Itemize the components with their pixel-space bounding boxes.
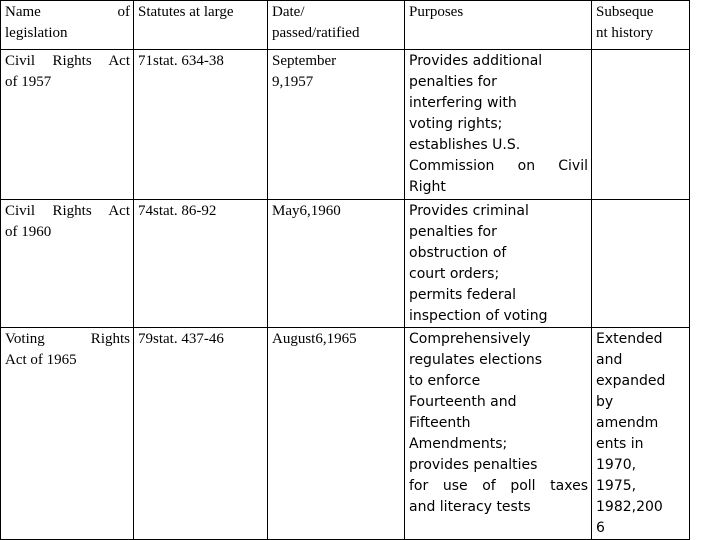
header-statutes xyxy=(134,1,268,50)
row-1-purposes xyxy=(405,50,592,200)
table-row xyxy=(1,50,690,200)
row-3-history-line-10: 6 xyxy=(596,520,605,536)
row-3-history xyxy=(592,328,690,540)
row-3-history-line-6: ents in xyxy=(596,436,644,452)
row-1-date-line-2: 9,1957 xyxy=(272,74,314,90)
row-1-purposes-line-4: voting rights; xyxy=(409,116,503,132)
row-3-history-line-8: 1975, xyxy=(596,478,637,494)
row-3-history-line-9: 1982,200 xyxy=(596,499,663,515)
row-2-statutes-text: 74stat. 86-92 xyxy=(138,203,217,219)
header-date-line-2: passed/ratified xyxy=(272,25,360,41)
row-3-date xyxy=(268,328,405,540)
header-purposes xyxy=(405,1,592,50)
row-2-name-line-2: of 1960 xyxy=(5,224,52,240)
row-3-purposes-line-2: regulates elections xyxy=(409,352,543,368)
row-1-purposes-line-6: Commission on Civil xyxy=(409,158,588,174)
row-2-date-line-1: May6,1960 xyxy=(272,203,341,219)
header-name xyxy=(1,1,134,50)
row-3-name xyxy=(1,328,134,540)
header-history-line-1: Subseque xyxy=(596,4,654,20)
row-3-name-line-2: Act of 1965 xyxy=(5,352,77,368)
row-1-date-line-1: September xyxy=(272,53,337,69)
header-statutes-text: Statutes at large xyxy=(138,4,234,20)
row-2-date xyxy=(268,200,405,328)
row-2-purposes-line-6: inspection of voting xyxy=(409,308,548,324)
header-date-line-1: Date/ xyxy=(272,4,305,20)
header-name-line-1: Name of xyxy=(5,4,130,20)
header-history-line-2: nt history xyxy=(596,25,654,41)
row-3-purposes-line-8: for use of poll taxes xyxy=(409,478,588,494)
row-2-purposes-line-3: obstruction of xyxy=(409,245,507,261)
row-1-purposes-line-5: establishes U.S. xyxy=(409,137,521,153)
row-3-purposes-line-5: Fifteenth xyxy=(409,415,471,431)
header-purposes-text: Purposes xyxy=(409,4,464,20)
row-3-purposes-line-4: Fourteenth and xyxy=(409,394,517,410)
row-3-purposes-line-3: to enforce xyxy=(409,373,481,389)
row-1-purposes-line-3: interfering with xyxy=(409,95,517,111)
row-3-history-line-5: amendm xyxy=(596,415,659,431)
row-3-purposes-line-9: and literacy tests xyxy=(409,499,531,515)
row-1-statutes-text: 71stat. 634-38 xyxy=(138,53,224,69)
row-1-purposes-line-2: penalties for xyxy=(409,74,497,90)
row-1-history xyxy=(592,50,690,200)
table-row xyxy=(1,200,690,328)
header-row xyxy=(1,1,690,50)
header-date xyxy=(268,1,405,50)
row-3-history-line-4: by xyxy=(596,394,614,410)
row-3-name-line-1: Voting Rights xyxy=(5,331,130,347)
row-2-purposes-line-1: Provides criminal xyxy=(409,203,529,219)
row-1-statutes xyxy=(134,50,268,200)
row-3-statutes-text: 79stat. 437-46 xyxy=(138,331,224,347)
row-3-purposes-line-6: Amendments; xyxy=(409,436,508,452)
row-3-history-line-1: Extended xyxy=(596,331,663,347)
table-row xyxy=(1,328,690,540)
header-history xyxy=(592,1,690,50)
row-1-purposes-line-7: Right xyxy=(409,179,446,195)
row-2-purposes xyxy=(405,200,592,328)
row-3-history-line-3: expanded xyxy=(596,373,666,389)
row-3-history-line-2: and xyxy=(596,352,623,368)
row-3-history-line-7: 1970, xyxy=(596,457,637,473)
row-2-history xyxy=(592,200,690,328)
row-1-name xyxy=(1,50,134,200)
row-2-name-line-1: Civil Rights Act xyxy=(5,203,130,219)
row-3-purposes xyxy=(405,328,592,540)
row-3-date-line-1: August6,1965 xyxy=(272,331,357,347)
row-3-statutes xyxy=(134,328,268,540)
row-2-purposes-line-2: penalties for xyxy=(409,224,497,240)
row-2-name xyxy=(1,200,134,328)
row-1-date xyxy=(268,50,405,200)
row-1-name-line-1: Civil Rights Act xyxy=(5,53,130,69)
row-2-statutes xyxy=(134,200,268,328)
header-name-line-2: legislation xyxy=(5,25,68,41)
row-1-name-line-2: of 1957 xyxy=(5,74,52,90)
row-3-purposes-line-1: Comprehensively xyxy=(409,331,531,347)
row-1-purposes-line-1: Provides additional xyxy=(409,53,543,69)
row-2-purposes-line-4: court orders; xyxy=(409,266,500,282)
row-2-purposes-line-5: permits federal xyxy=(409,287,517,303)
row-3-purposes-line-7: provides penalties xyxy=(409,457,538,473)
